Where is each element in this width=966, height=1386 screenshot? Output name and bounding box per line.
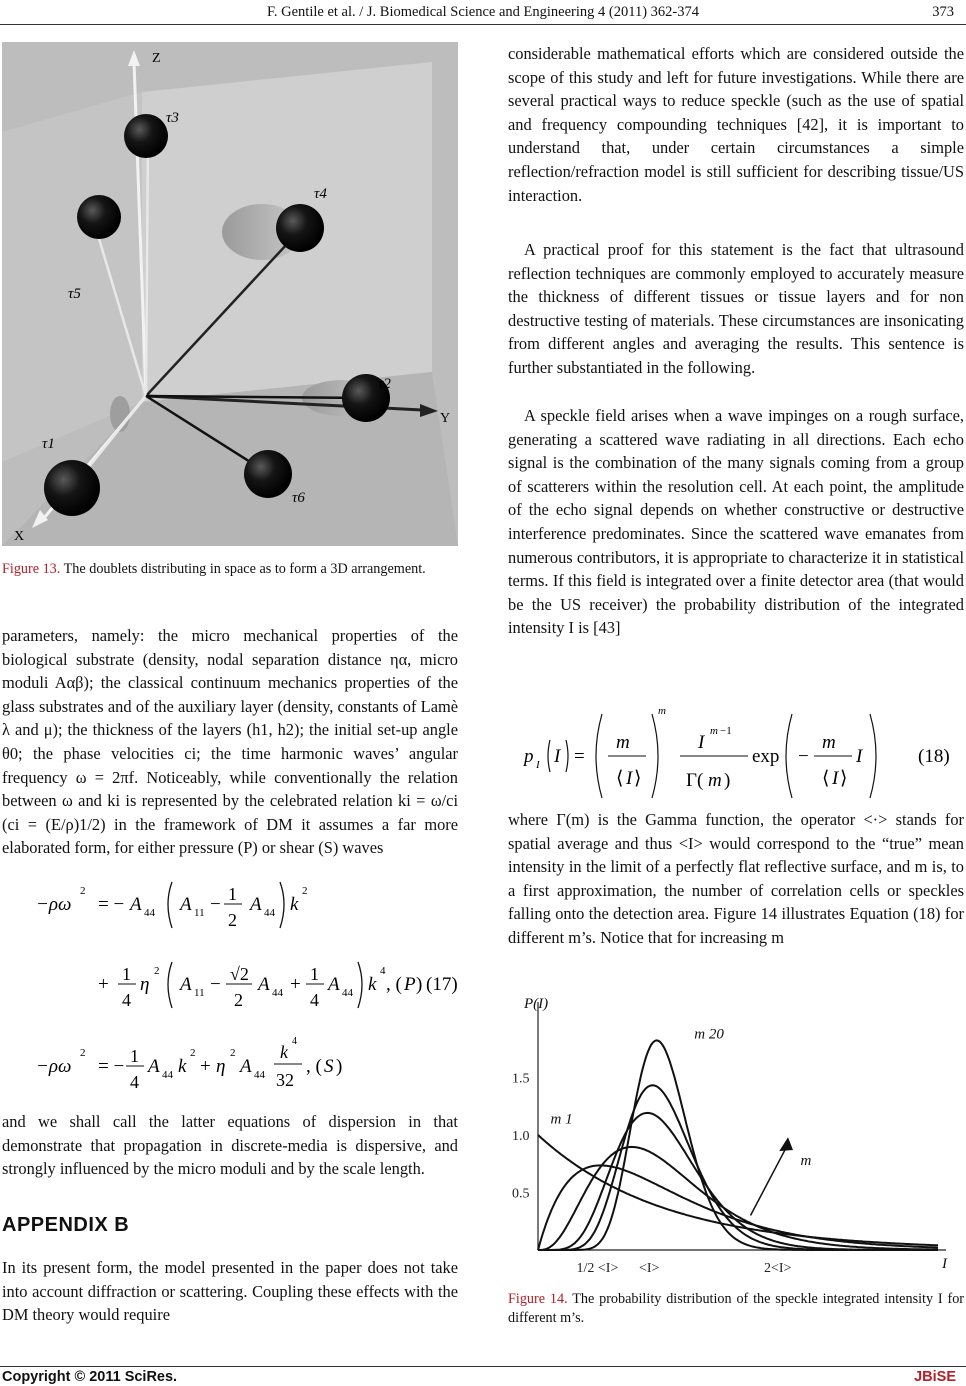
svg-text:k: k — [290, 894, 299, 915]
figure-14-caption — [508, 1290, 964, 1328]
equation-18 — [516, 700, 964, 800]
doublet-sphere-6 — [244, 450, 292, 498]
left-paragraph-3 — [2, 1256, 458, 1327]
svg-text:m: m — [822, 732, 836, 753]
curve-m-20 — [538, 1040, 938, 1250]
svg-text:−: − — [210, 894, 221, 915]
svg-text:= −: = − — [98, 894, 125, 915]
svg-text:4: 4 — [380, 965, 386, 977]
tau-2-label: τ2 — [378, 376, 391, 392]
svg-text:−: − — [210, 974, 221, 995]
svg-text:4: 4 — [122, 990, 131, 1010]
curve-m-12 — [538, 1085, 938, 1250]
svg-text:4: 4 — [292, 1036, 297, 1047]
svg-text:I: I — [832, 768, 839, 789]
svg-text:−: − — [798, 746, 809, 767]
svg-text:P: P — [404, 974, 416, 995]
y-tick-label: 1.0 — [512, 1129, 530, 1144]
doublet-sphere-1 — [44, 460, 100, 516]
tau-3-label: τ3 — [166, 110, 179, 126]
svg-text:): ) — [416, 974, 423, 995]
appendix-heading: APPENDIX B — [2, 1214, 130, 1236]
svg-text:Γ(: Γ( — [686, 770, 704, 791]
left-paragraph-1 — [2, 624, 458, 860]
svg-text:A: A — [180, 894, 192, 915]
left-paragraph-1-text: parameters, namely: the micro mechanical properties of the biological substrate (density, nodal separation distance ηα, micro moduli Aαβ); the classical continuum mechanics properties of the glass substrates and of the auxiliary layer (density, constants of Lamè λ and μ); the thickness of the layers (h1, h2); the initial set-up angle θ0; the phase velocities ci; the time harmonic waves’ angular frequency ω = 2πf. Noticeably, while conventionally the relation between ω and ki is represented by the celebrated relation ki = ω/ci (ci = (E/ρ)1/2) in the framework of DM it assumes a far more elaborated form, for either pressure (P) or shear (S) waves — [2, 626, 458, 858]
y-tick-label: 1.5 — [512, 1071, 530, 1087]
svg-text:, (: , ( — [386, 974, 402, 995]
page-number: 373 — [932, 4, 954, 20]
svg-text:I: I — [856, 746, 863, 767]
svg-text:32: 32 — [276, 1070, 294, 1090]
svg-text:k: k — [368, 974, 377, 995]
tau-4-label: τ4 — [314, 186, 327, 202]
svg-text:m: m — [708, 770, 722, 791]
footer-copyright: Copyright © 2011 SciRes. — [2, 1369, 178, 1385]
svg-text:): ) — [724, 770, 731, 791]
x-axis-title: I — [942, 1256, 947, 1272]
running-title: F. Gentile et al. / J. Biomedical Science and Engineering 4 (2011) 362-374 — [267, 4, 699, 20]
svg-text:I: I — [554, 746, 561, 767]
svg-text:−ρω: −ρω — [36, 894, 72, 915]
svg-text:−1: −1 — [720, 725, 732, 737]
svg-text:): ) — [336, 1056, 343, 1077]
svg-text:1: 1 — [310, 964, 319, 984]
svg-text:A: A — [180, 974, 192, 995]
equation-17 — [30, 858, 460, 1100]
right-paragraph-4-text: where Γ(m) is the Gamma function, the operator <·> stands for spatial average and thus <I> would correspond to the “true” mean intensity in the limit of a perfectly flat reflective surface, and m is, to a first approximation, the number of correlation cells or speckles falling onto the detection area. Figure 14 illustrates Equation (18) for different m’s. Notice that for increasing m — [508, 810, 964, 947]
y-tick-label: 0.5 — [512, 1186, 530, 1202]
chart-axes — [538, 1002, 946, 1250]
svg-text:m: m — [616, 732, 630, 753]
svg-text:44: 44 — [254, 1069, 265, 1081]
annotation-m20: m 20 — [694, 1026, 724, 1043]
svg-text:⟩: ⟩ — [840, 768, 848, 789]
header-rule — [0, 24, 966, 25]
increasing-m-arrowhead — [779, 1137, 793, 1151]
svg-text:√2: √2 — [230, 964, 249, 984]
svg-text:m: m — [658, 705, 666, 717]
svg-text:η: η — [140, 974, 150, 995]
x-tick-label: <I> — [639, 1261, 660, 1276]
svg-text:A: A — [148, 1056, 160, 1077]
svg-text:⟨: ⟨ — [822, 768, 830, 789]
right-paragraph-1 — [508, 42, 964, 207]
svg-text:I: I — [626, 768, 633, 789]
left-paragraph-2 — [2, 1110, 458, 1181]
svg-text:1: 1 — [130, 1046, 139, 1066]
figure-13-caption — [2, 560, 458, 579]
svg-text:I: I — [698, 732, 705, 753]
svg-text:2: 2 — [154, 965, 160, 977]
right-paragraph-2-text: A practical proof for this statement is the fact that ultrasound reflection techniques are commonly employed to accurately measure the thickness of different tissues or tissue layers and for non destructive testing of materials. These circumstances are insonicating from different angles and averaging the results. This sentence is further substantiated in the following. — [508, 240, 964, 377]
figure-13 — [2, 42, 458, 546]
svg-text:A: A — [250, 894, 262, 915]
right-paragraph-2 — [508, 238, 964, 380]
svg-text:44: 44 — [162, 1069, 173, 1081]
svg-text:A: A — [328, 974, 340, 995]
y-axis-label: Y — [440, 411, 451, 426]
footer-rule — [0, 1366, 966, 1367]
right-paragraph-3 — [508, 404, 964, 640]
annotation-m1: m 1 — [550, 1111, 573, 1128]
figure-13-caption-text: The doublets distributing in space as to form a 3D arrangement. — [60, 561, 426, 577]
tau-6-label: τ6 — [292, 490, 305, 506]
right-paragraph-3-text: A speckle field arises when a wave impinges on a rough surface, generating a scattered wave radiating in all directions. Each echo signal is the combination of the many signals coming from a group of scatterers within the resolution cell. At each point, the amplitude of the echo signal depends on whether constructive or destructive interference predominates. Since the scattered wave emanates from numerous contributors, it is appropriate to characterize it in statistical terms. If this field is integrated over a finite detector area (that would be the US receiver) the probability distribution of the integrated intensity I is [43] — [508, 406, 964, 638]
increasing-m-arrow — [751, 1144, 789, 1215]
svg-text:, (: , ( — [306, 1056, 322, 1077]
figure-14-caption-text: The probability distribution of the speckle integrated intensity I for different m’s. — [508, 1291, 965, 1326]
x-tick-label: 1/2 <I> — [576, 1261, 619, 1276]
svg-text:η: η — [216, 1056, 226, 1077]
left-paragraph-2-text: and we shall call the latter equations of dispersion in that demonstrate that propagation in discrete-media is dispersive, and strongly influenced by the micro moduli and by the scale length. — [2, 1112, 458, 1179]
svg-text:A: A — [130, 894, 142, 915]
annotation-m-arrow: m — [800, 1152, 812, 1169]
figure-14-caption-label: Figure 14. — [508, 1291, 568, 1307]
doublet-sphere-3 — [124, 114, 168, 158]
svg-text:= −: = − — [98, 1056, 125, 1077]
svg-text:p: p — [524, 746, 534, 767]
figure-14 — [508, 992, 954, 1282]
svg-text:2: 2 — [228, 910, 237, 930]
svg-text:1: 1 — [228, 884, 237, 904]
svg-text:⟨: ⟨ — [616, 768, 624, 789]
x-axis-label: X — [14, 529, 25, 544]
svg-text:=: = — [574, 746, 585, 767]
svg-text:A: A — [240, 1056, 252, 1077]
svg-text:S: S — [324, 1056, 334, 1077]
y-axis-title: P(I) — [524, 996, 549, 1012]
svg-text:11: 11 — [194, 907, 205, 919]
svg-text:2: 2 — [234, 990, 243, 1010]
svg-text:I: I — [536, 759, 540, 771]
svg-text:4: 4 — [310, 990, 319, 1010]
footer-journal: JBiSE — [914, 1369, 956, 1385]
svg-text:4: 4 — [130, 1072, 139, 1092]
curve-m-4 — [538, 1147, 938, 1250]
figure-13-illustration — [2, 42, 458, 546]
left-paragraph-3-text: In its present form, the model presented in the paper does not take into account diffraction or scattering. Coupling these effects with the DM theory would require — [2, 1258, 458, 1325]
equation-18-number: (18) — [918, 746, 950, 767]
tau-1-label: τ1 — [42, 436, 55, 452]
tau-5-label: τ5 — [68, 286, 81, 302]
svg-text:2: 2 — [230, 1047, 236, 1059]
svg-text:+: + — [98, 974, 109, 995]
right-paragraph-1-text: considerable mathematical efforts which are considered outside the scope of this study and left for future investigations. While there are several practical ways to reduce speckle (such as the use of spatial and frequency compounding techniques [42], it is important to understand that, under certain circumstances a simple reflection/refraction model is still sufficient for describing tissue/US interaction. — [508, 44, 964, 205]
svg-text:2: 2 — [302, 885, 308, 897]
svg-text:1: 1 — [122, 964, 131, 984]
svg-text:A: A — [258, 974, 270, 995]
svg-text:exp: exp — [752, 746, 780, 767]
svg-text:m: m — [710, 725, 718, 737]
svg-text:−ρω: −ρω — [36, 1056, 72, 1077]
svg-text:2: 2 — [80, 1047, 86, 1059]
svg-text:2: 2 — [190, 1047, 196, 1059]
svg-text:44: 44 — [144, 907, 155, 919]
x-tick-label: 2<I> — [764, 1261, 792, 1276]
equation-17-graphic — [30, 858, 460, 1100]
page-header — [0, 0, 966, 36]
svg-text:+: + — [200, 1056, 211, 1077]
chart-curves — [538, 1040, 938, 1250]
svg-text:44: 44 — [342, 987, 353, 999]
svg-text:⟩: ⟩ — [634, 768, 642, 789]
equation-18-graphic — [516, 700, 964, 800]
svg-text:+: + — [290, 974, 301, 995]
svg-text:11: 11 — [194, 987, 205, 999]
right-paragraph-4 — [508, 808, 964, 950]
svg-text:2: 2 — [80, 885, 86, 897]
svg-text:44: 44 — [264, 907, 275, 919]
figure-14-chart — [508, 992, 954, 1282]
doublet-sphere-4 — [276, 204, 324, 252]
equation-17-number: (17) — [426, 974, 458, 995]
svg-text:k: k — [280, 1042, 288, 1062]
svg-text:k: k — [178, 1056, 187, 1077]
figure-13-caption-label: Figure 13. — [2, 561, 61, 577]
z-axis-label: Z — [152, 51, 161, 66]
svg-text:44: 44 — [272, 987, 283, 999]
doublet-sphere-5 — [77, 195, 121, 239]
